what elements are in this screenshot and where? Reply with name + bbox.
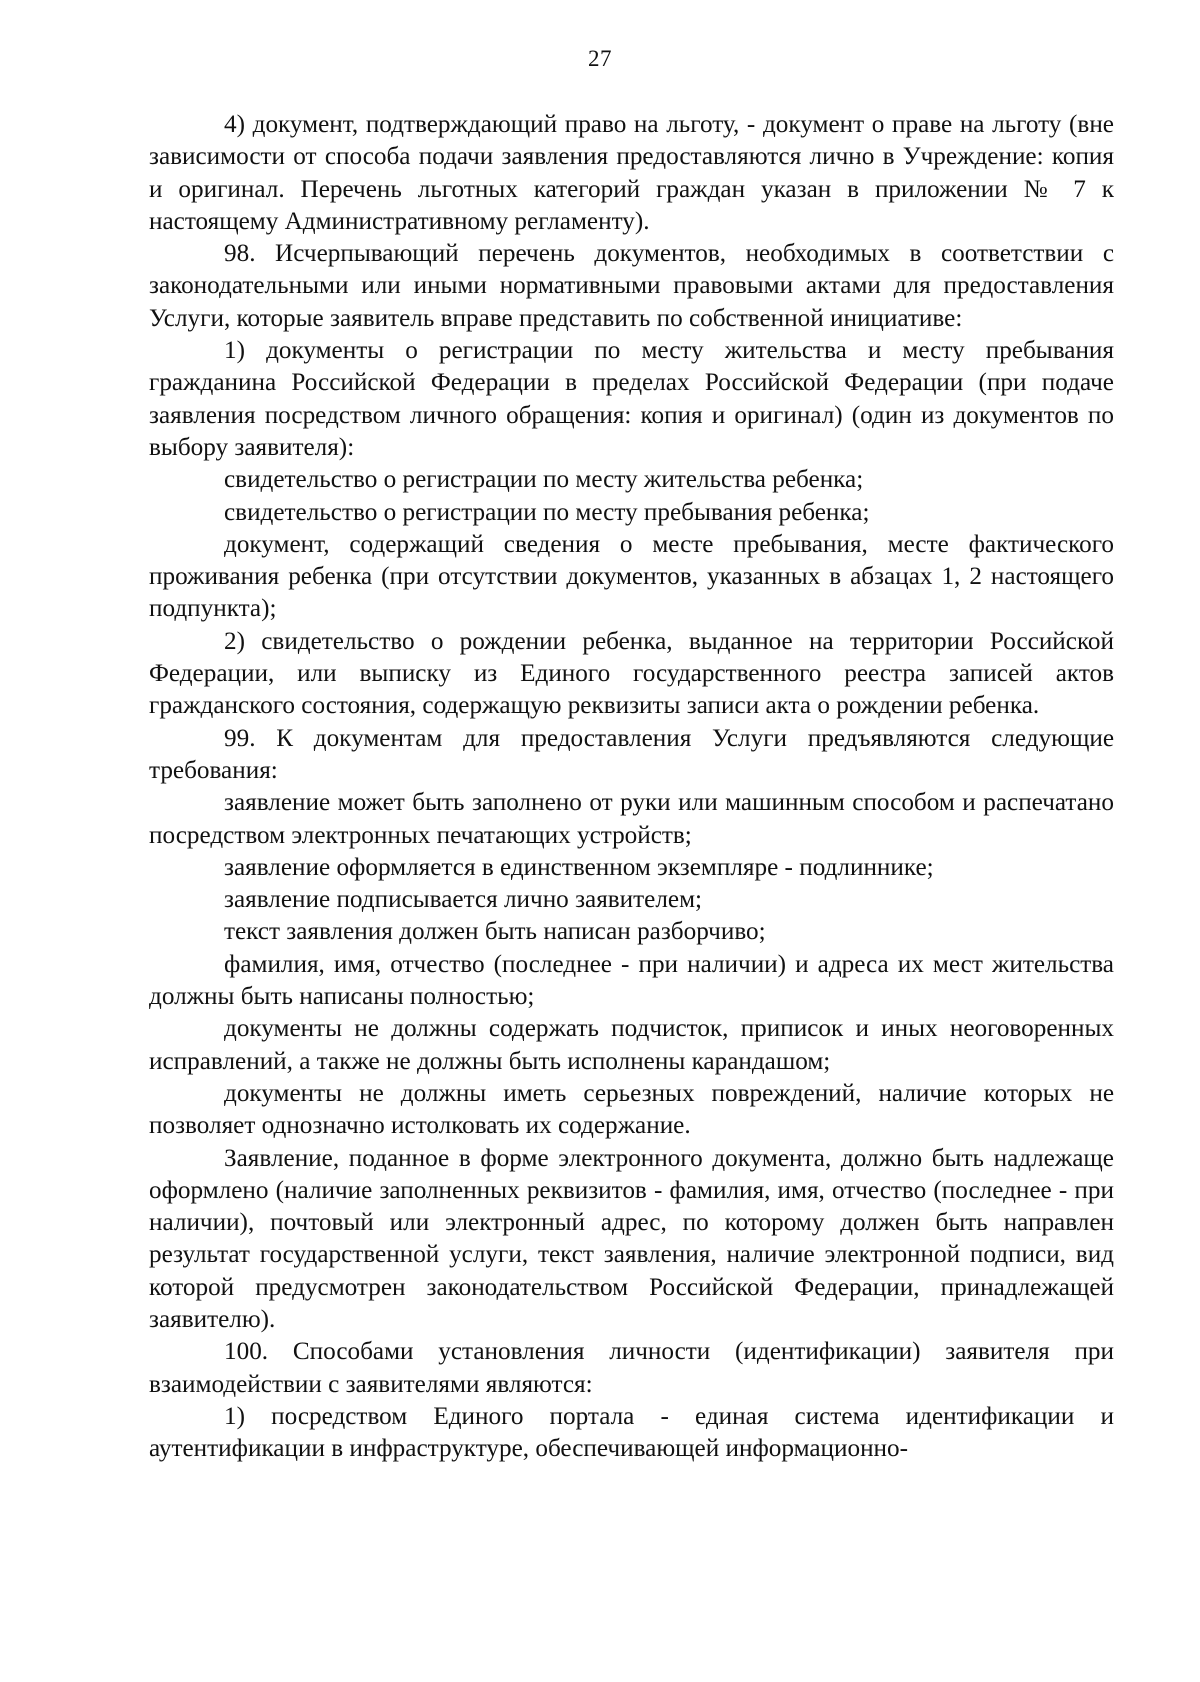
document-body: [149, 109, 1114, 1465]
paragraph-requirement-legible: текст заявления должен быть написан разборчиво;: [224, 918, 766, 946]
paragraph-98-item-2-birth-certificate: 2) свидетельство о рождении ребенка, выданное на территории Российской Федерации, или выписку из Единого государственного реестра записей актов гражданского состояния, содержащую реквизиты записи акта о рождении ребенка.: [149, 627, 1114, 720]
paragraph-document-residence-info: документ, содержащий сведения о месте пребывания, месте фактического проживания ребенка (при отсутствии документов, указанных в абзацах 1, 2 настоящего подпункта);: [149, 530, 1114, 623]
paragraph-98-documents-list: 98. Исчерпывающий перечень документов, необходимых в соответствии с законодательными или иными нормативными правовыми актами для предоставления Услуги, которые заявитель вправе представить по собственной инициативе:: [149, 240, 1114, 332]
paragraph-requirement-handwritten: заявление может быть заполнено от руки или машинным способом и распечатано посредством электронных печатающих устройств;: [149, 789, 1114, 849]
paragraph-99-requirements: 99. К документам для предоставления Услуги предъявляются следующие требования:: [149, 724, 1114, 784]
page-number: 27: [588, 46, 612, 71]
paragraph-100-identification: 100. Способами установления личности (идентификации) заявителя при взаимодействии с заявителями являются:: [149, 1338, 1114, 1398]
paragraph-registration-stay: свидетельство о регистрации по месту пребывания ребенка;: [224, 498, 870, 526]
paragraph-requirement-full-name: фамилия, имя, отчество (последнее - при наличии) и адреса их мест жительства должны быть написаны полностью;: [149, 950, 1114, 1011]
paragraph-requirement-no-corrections: документы не должны содержать подчисток, приписок и иных неоговоренных исправлений, а также не должны быть исполнены карандашом;: [149, 1015, 1114, 1075]
paragraph-requirement-no-damage: документы не должны иметь серьезных повреждений, наличие которых не позволяет однозначно истолковать их содержание.: [149, 1079, 1114, 1140]
paragraph-electronic-application: Заявление, поданное в форме электронного документа, должно быть надлежаще оформлено (наличие заполненных реквизитов - фамилия, имя, отчество (последнее - при наличии), почтовый или электронный адрес, по которому должен быть направлен результат государственной услуги, текст заявления, наличие электронной подписи, вид которой предусмотрен законодательством Российской Федерации, принадлежащей заявителю).: [149, 1144, 1114, 1333]
paragraph-requirement-signature: заявление подписывается лично заявителем;: [224, 886, 703, 914]
paragraph-98-item-1-registration: 1) документы о регистрации по месту жительства и месту пребывания гражданина Российской Федерации в пределах Российской Федерации (при подаче заявления посредством личного обращения: копия и оригинал) (один из документов по выбору заявителя):: [149, 337, 1114, 461]
paragraph-registration-residence: свидетельство о регистрации по месту жительства ребенка;: [224, 466, 864, 494]
paragraph-1-document-preferential-right: 4) документ, подтверждающий право на льготу, - документ о праве на льготу (вне зависимости от способа подачи заявления предоставляются лично в Учреждение: копия и оригинал. Перечень льготных категорий граждан указан в приложении № 7 к настоящему Административному регламенту).: [149, 111, 1114, 235]
paragraph-100-item-1-portal: 1) посредством Единого портала - единая система идентификации и аутентификации в инфраструктуре, обеспечивающей информационно-: [149, 1402, 1114, 1463]
paragraph-requirement-single-copy: заявление оформляется в единственном экземпляре - подлиннике;: [224, 853, 934, 881]
